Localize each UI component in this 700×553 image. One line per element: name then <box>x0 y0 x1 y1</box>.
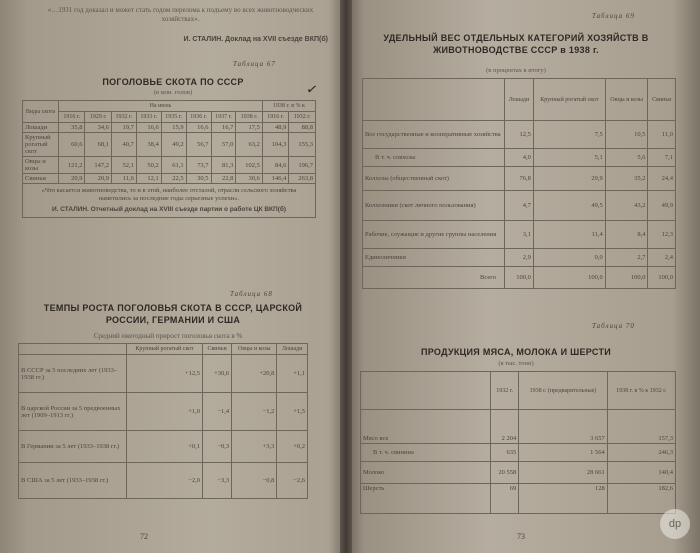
table-row <box>19 393 308 431</box>
cell: 4,0 <box>505 149 534 167</box>
quote-author: И. СТАЛИН. Доклад на XVII съезде ВКП(б) <box>183 36 328 43</box>
table67-year: 1932 г. <box>111 112 136 123</box>
cell: 157,3 <box>607 410 675 444</box>
cell: 30,6 <box>236 174 262 184</box>
table-row <box>23 157 316 174</box>
cell: 68,1 <box>85 133 111 157</box>
cell: 50,2 <box>136 157 161 174</box>
cell: −2,6 <box>277 463 308 499</box>
table69-header: Крупный рогатый скот <box>533 79 605 121</box>
cell: −0,3 <box>203 431 232 463</box>
cell: 100,0 <box>605 267 648 289</box>
table-row <box>363 267 676 289</box>
cell: 60,6 <box>59 133 85 157</box>
table67-title: ПОГОЛОВЬЕ СКОТА ПО СССР <box>102 77 244 87</box>
table68-number: Таблица 68 <box>230 290 273 298</box>
table67 <box>22 100 316 218</box>
cell: 73,7 <box>186 157 211 174</box>
table68 <box>18 343 308 499</box>
table67-footnote-author: И. СТАЛИН. Отчетный доклад на XVIII съезде партии о работе ЦК ВКП(б) <box>51 206 287 213</box>
cell: 35,2 <box>605 167 648 191</box>
cell: 12,3 <box>648 221 676 249</box>
table70-subtitle: (в тыс. тонн) <box>498 360 534 367</box>
cell: 22,5 <box>161 174 186 184</box>
row-label: Всего <box>363 267 505 289</box>
cell: 100,0 <box>648 267 676 289</box>
left-page <box>8 0 338 553</box>
table69-header: Свиньи <box>648 79 676 121</box>
cell: 2 204 <box>491 410 519 444</box>
table69-header: Овцы и козы <box>605 79 648 121</box>
quote-text: «…1931 год доказал и может стать годом перелома к подъему во всех животноводческих хозяйствах». <box>47 6 314 23</box>
cell: 4,7 <box>505 191 534 221</box>
cell: 182,6 <box>607 484 675 514</box>
cell: 7,5 <box>533 121 605 149</box>
row-label: Крупный рогатый скот <box>23 133 59 157</box>
table67-pct-year: 1932 г. <box>289 112 316 123</box>
cell: 49,9 <box>648 191 676 221</box>
table69-subtitle: (в процентах к итогу) <box>486 67 546 74</box>
cell: 0,0 <box>533 249 605 267</box>
cell: 49,5 <box>533 191 605 221</box>
row-label: Овцы и козы <box>23 157 59 174</box>
row-label: В т. ч. свинина <box>361 444 491 462</box>
cell: 5,1 <box>533 149 605 167</box>
row-label: В т. ч. совхозы <box>363 149 505 167</box>
table67-number: Таблица 67 <box>233 60 276 68</box>
cell: 88,8 <box>289 123 316 133</box>
table67-year: 1935 г. <box>161 112 186 123</box>
table-row <box>23 174 316 184</box>
table70-header: 1938 г. (предварительные) <box>519 372 607 410</box>
cell: 5,6 <box>605 149 648 167</box>
cell: 2,9 <box>505 249 534 267</box>
table70-header: 1938 г. в % к 1932 г. <box>607 372 675 410</box>
cell: 121,2 <box>59 157 85 174</box>
table70-number: Таблица 70 <box>592 322 635 330</box>
cell: 24,4 <box>648 167 676 191</box>
table67-header-first: Виды скота <box>23 101 59 123</box>
cell: +0,2 <box>277 431 308 463</box>
cell: 10,5 <box>605 121 648 149</box>
table69-header: Лошади <box>505 79 534 121</box>
cell: 84,6 <box>262 157 288 174</box>
cell: 12,5 <box>505 121 534 149</box>
table68-header: Свиньи <box>203 344 232 355</box>
cell: 11,0 <box>648 121 676 149</box>
cell: 48,9 <box>262 123 288 133</box>
cell: 11,4 <box>533 221 605 249</box>
right-page <box>352 0 692 553</box>
cell: 7,1 <box>648 149 676 167</box>
table-row <box>361 462 676 484</box>
cell: 11,6 <box>111 174 136 184</box>
cell: +20,8 <box>232 355 277 393</box>
table67-subtitle: (в млн. голов) <box>153 89 193 96</box>
cell: 38,4 <box>136 133 161 157</box>
cell: 15,9 <box>161 123 186 133</box>
cell: 146,4 <box>262 174 288 184</box>
table67-header-group: На июль <box>59 101 263 112</box>
cell: 246,3 <box>607 444 675 462</box>
table-row <box>361 410 676 444</box>
cell: 155,3 <box>289 133 316 157</box>
cell: 19,7 <box>111 123 136 133</box>
table68-subtitle: Средний ежегодный прирост поголовья скота в % <box>93 332 243 340</box>
table-row <box>361 484 676 514</box>
cell: 28 661 <box>519 462 607 484</box>
cell: −1,2 <box>232 393 277 431</box>
row-label: В США за 5 лет (1933–1938 гг.) <box>19 463 127 499</box>
book-spine <box>340 0 352 553</box>
cell: 34,6 <box>85 123 111 133</box>
table68-title: ТЕМПЫ РОСТА ПОГОЛОВЬЯ СКОТА В СССР, ЦАРСКОЙ РОССИИ, ГЕРМАНИИ И США <box>43 303 303 325</box>
page-number: 72 <box>140 532 148 541</box>
cell: 1 564 <box>519 444 607 462</box>
cell: 30,5 <box>186 174 211 184</box>
table67-year: 1933 г. <box>136 112 161 123</box>
table67-year: 1936 г. <box>186 112 211 123</box>
cell: 61,1 <box>161 157 186 174</box>
row-label: Мясо все <box>361 410 491 444</box>
cell: +0,1 <box>127 431 203 463</box>
cell: 69 <box>491 484 519 514</box>
cell: 40,7 <box>111 133 136 157</box>
cell: 43,2 <box>605 191 648 221</box>
row-label: Молоко <box>361 462 491 484</box>
table-row <box>363 249 676 267</box>
cell: −2,0 <box>127 463 203 499</box>
table67-header-pct: 1938 г. в % к <box>262 101 315 112</box>
table-row <box>23 123 316 133</box>
row-label: Колхозники (скот личного пользования) <box>363 191 505 221</box>
cell: 3,1 <box>505 221 534 249</box>
table-row <box>19 431 308 463</box>
cell: 81,3 <box>211 157 236 174</box>
row-label: В царской России за 5 предвоенных лет (1909–1913 гг.) <box>19 393 127 431</box>
cell: 263,8 <box>289 174 316 184</box>
cell: 20,9 <box>59 174 85 184</box>
cell: 76,8 <box>505 167 534 191</box>
cell: 635 <box>491 444 519 462</box>
cell: 8,4 <box>605 221 648 249</box>
cell: −1,4 <box>203 393 232 431</box>
cell: 35,8 <box>59 123 85 133</box>
cell: 29,9 <box>533 167 605 191</box>
table-row <box>361 444 676 462</box>
row-label: В Германии за 5 лет (1933–1938 гг.) <box>19 431 127 463</box>
table67-year: 1937 г. <box>211 112 236 123</box>
cell: 147,2 <box>85 157 111 174</box>
row-label: Шерсть <box>361 484 491 514</box>
table-row <box>19 463 308 499</box>
row-label: Лошади <box>23 123 59 133</box>
table67-year: 1916 г. <box>59 112 85 123</box>
cell: 100,0 <box>533 267 605 289</box>
cell: 17,5 <box>236 123 262 133</box>
row-label: Рабочие, служащие и другие группы населения <box>363 221 505 249</box>
cell: 22,8 <box>211 174 236 184</box>
cell: +30,6 <box>203 355 232 393</box>
cell: 140,4 <box>607 462 675 484</box>
cell: +3,3 <box>232 431 277 463</box>
row-label: В СССР за 5 последних лет (1933–1938 гг.) <box>19 355 127 393</box>
table67-pct-year: 1916 г. <box>262 112 288 123</box>
cell: 16,7 <box>211 123 236 133</box>
table70-title: ПРОДУКЦИЯ МЯСА, МОЛОКА И ШЕРСТИ <box>420 347 612 357</box>
table-row <box>363 221 676 249</box>
cell: 52,1 <box>111 157 136 174</box>
row-label: Свиньи <box>23 174 59 184</box>
table-row <box>23 133 316 157</box>
table67-year: 1938 г. <box>236 112 262 123</box>
cell: 128 <box>519 484 607 514</box>
cell: 16,6 <box>136 123 161 133</box>
cell: −3,3 <box>203 463 232 499</box>
cell: 56,7 <box>186 133 211 157</box>
cell: 104,3 <box>262 133 288 157</box>
table69 <box>362 78 676 289</box>
table67-footnote: «Что касается животноводства, то и в этой, наиболее отсталой, отрасли сельского хозяйства наметились за последние годы серьезные успехи». <box>41 187 297 202</box>
cell: +1,5 <box>277 393 308 431</box>
table-row <box>363 121 676 149</box>
row-label: Колхозы (общественный скот) <box>363 167 505 191</box>
row-label: Единоличники <box>363 249 505 267</box>
cell: 57,0 <box>211 133 236 157</box>
table-row <box>363 149 676 167</box>
cell: 2,7 <box>605 249 648 267</box>
cell: 49,2 <box>161 133 186 157</box>
cell: 16,6 <box>186 123 211 133</box>
table-row <box>363 191 676 221</box>
cell: 20 558 <box>491 462 519 484</box>
table68-header: Крупный рогатый скот <box>127 344 203 355</box>
cell: 3 657 <box>519 410 607 444</box>
cell: 63,2 <box>236 133 262 157</box>
table69-title: УДЕЛЬНЫЙ ВЕС ОТДЕЛЬНЫХ КАТЕГОРИЙ ХОЗЯЙСТВ В ЖИВОТНОВОДСТВЕ СССР в 1938 г. <box>383 33 649 55</box>
table-row <box>19 355 308 393</box>
cell: +1,1 <box>277 355 308 393</box>
table70-header: 1932 г. <box>491 372 519 410</box>
checkmark-icon: ✓ <box>304 82 319 99</box>
table69-number: Таблица 69 <box>592 12 635 20</box>
cell: 20,9 <box>85 174 111 184</box>
cell: −0,8 <box>232 463 277 499</box>
table-row <box>363 167 676 191</box>
cell: 100,0 <box>505 267 534 289</box>
cell: 102,5 <box>236 157 262 174</box>
table70 <box>360 371 676 514</box>
cell: 2,4 <box>648 249 676 267</box>
table68-header: Овцы и козы <box>232 344 277 355</box>
cell: +12,5 <box>127 355 203 393</box>
cell: +1,0 <box>127 393 203 431</box>
watermark-logo: dp <box>660 509 690 539</box>
row-label: Все государственные и кооперативные хозяйства <box>363 121 505 149</box>
table67-year: 1929 г. <box>85 112 111 123</box>
cell: 196,7 <box>289 157 316 174</box>
table67-footnote-cell <box>23 184 316 218</box>
table68-header: Лошади <box>277 344 308 355</box>
cell: 12,1 <box>136 174 161 184</box>
page-number: 73 <box>517 532 525 541</box>
